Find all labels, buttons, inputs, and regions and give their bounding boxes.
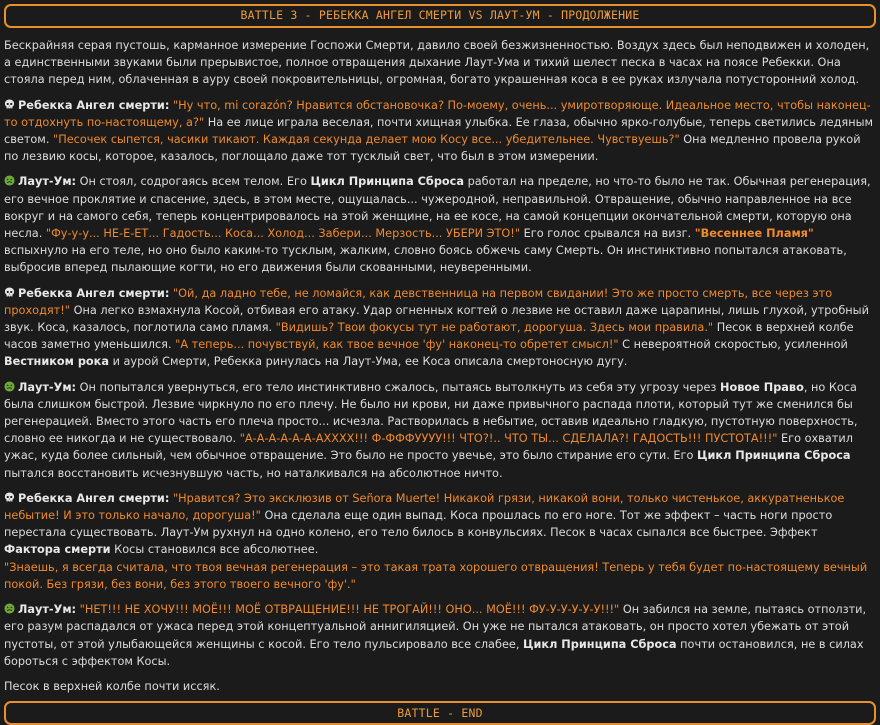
battle-footer-banner	[4, 701, 876, 725]
narration-text: Косы становился все абсолютнее.	[110, 543, 319, 557]
narration-text: С невероятной скоростью, усиленной	[618, 338, 848, 352]
lautum-paragraph-2	[4, 379, 876, 482]
green-face-icon	[4, 603, 15, 614]
rebecca-paragraph-2	[4, 285, 876, 371]
ability-name-quoted: "Весеннее Пламя"	[694, 227, 814, 241]
dialogue-quote: "Нравится? Это эксклюзив от Señora Muerte! Никакой грязи, никакой вони, только чистенькое, аккуратненькое небытие! И это только начало, дорогуша!"	[4, 491, 845, 523]
narration-text: Его охватил ужас, куда более сильный, чем обычное отвращение. Это было не просто увечье, это было стирание его сути. Его	[4, 432, 853, 463]
dialogue-quote: "А теперь... почувствуй, как твое вечное 'фу' наконец-то обретет смысл!"	[175, 338, 619, 352]
dialogue-quote: "НЕТ!!! НЕ ХОЧУ!!! МОЁ!!! МОЁ ОТВРАЩЕНИЕ!!! НЕ ТРОГАЙ!!! ОНО... МОЁ!!! ФУ-У-У-У-У-У!!!"	[79, 603, 620, 617]
dialogue-quote: "Песочек сыпется, часики тикают. Каждая секунда делает мою Косу все... убедительнее. Чувствуешь?"	[53, 133, 680, 147]
green-face-icon	[4, 381, 15, 392]
speaker-name: Ребекка Ангел смерти:	[18, 98, 170, 112]
ability-name: Новое Право	[720, 380, 804, 394]
story-content	[0, 37, 880, 695]
skull-icon	[4, 287, 15, 298]
story-intro-paragraph	[4, 37, 876, 89]
ability-name: Цикл Принципа Сброса	[523, 637, 677, 651]
skull-icon	[4, 99, 15, 110]
dialogue-quote: "Фу-у-у... НЕ-Е-ЕТ... Гадость... Коса... Холод... Забери... Мерзость... УБЕРИ ЭТО!"	[45, 227, 521, 241]
battle-footer-title: BATTLE - END	[397, 705, 483, 720]
narration-text: Песок в верхней колбе часов заметно уменьшился.	[4, 321, 854, 352]
intro-text: Бескрайняя серая пустошь, карманное измерение Госпожи Смерти, давило своей безжизненностью. Воздух здесь был неподвижен и холоден, а единственными звуками были прерывистое, полное отвращения дыхание Лаут-Ума и тихий шелест песка в часах на поясе Ребекки. Она стояла перед ним, облаченная в ауру своей покровительницы, огромная, богато украшенная коса в ее руках излучала потусторонний холод.	[4, 39, 870, 87]
rebecca-paragraph-3	[4, 490, 876, 559]
speaker-name: Ребекка Ангел смерти:	[18, 286, 170, 300]
narration-text: вспыхнуло на его теле, но оно было каким-то тусклым, жалким, словно боясь обжечь саму Смерть. Он инстинктивно попытался атаковать, выбросив вперед пылающие когти, но его движения были скованными, неуверенными.	[4, 244, 847, 275]
ability-name: Вестником рока	[4, 355, 109, 369]
battle-header-banner	[4, 4, 876, 28]
dialogue-quote: "Ой, да ладно тебе, не ломайся, как девственница на первом свидании! Это же просто смерть, все через это проходят!"	[4, 286, 833, 317]
speaker-name: Лаут-Ум:	[18, 380, 77, 394]
narration-text: Она медленно провела рукой по лезвию косы, которое, казалось, поглощало даже тот тусклый свет, что был в этом измерении.	[4, 133, 861, 164]
narration-text: и аурой Смерти, Ребекка ринулась на Лаут-Ума, ее Коса описала смертоносную дугу.	[108, 355, 628, 369]
rebecca-paragraph-3-continued	[4, 559, 876, 593]
narration-text: Он стоял, содрогаясь всем телом. Его	[76, 175, 311, 189]
speaker-name: Лаут-Ум:	[18, 603, 77, 617]
narration-text: пытался восстановить исчезнувшую часть, но наталкивался на абсолютное ничто.	[4, 466, 503, 480]
story-outro-paragraph	[4, 678, 876, 695]
dialogue-quote: "Знаешь, я всегда считала, что твоя вечная регенерация – это такая трата хорошего отвращения! Теперь у тебя будет по-настоящему вечный покой. Без грязи, без вони, без этого твоего вечного 'фу'."	[4, 560, 868, 591]
green-face-icon	[4, 175, 15, 186]
dialogue-quote: "Ну что, mi corazón? Нравится обстановочка? По-моему, очень... умиротворяюще. Идеальное место, чтобы наконец-то отдохнуть по-настоящему, а?"	[4, 98, 871, 129]
ability-name: Цикл Принципа Сброса	[310, 175, 464, 189]
ability-name: Фактора смерти	[4, 543, 111, 557]
dialogue-quote: "А-А-А-А-А-А-АХХХХ!!! Ф-ФФФУУУУ!!! ЧТО?!.. ЧТО ТЫ... СДЕЛАЛА?! ГАДОСТЬ!!! ПУСТОТА!!!"	[239, 432, 778, 446]
narration-text: Он попытался увернуться, его тело инстинктивно сжалось, пытаясь вытолкнуть из себя эту угрозу через	[76, 380, 721, 394]
narration-text: Его голос срывался на визг.	[520, 227, 695, 241]
skull-icon	[4, 492, 15, 503]
narration-text: Она сделала еще один выпад. Коса прошлась по его ноге. Тот же эффект – часть ноги просто перестала существовать. Лаут-Ум рухнул на одно колено, его тело билось в конвульсиях. Песок в часах сыпался все быстрее. Эффект	[4, 509, 833, 540]
outro-text: Песок в верхней колбе почти иссяк.	[4, 679, 220, 693]
lautum-paragraph-1	[4, 173, 876, 276]
narration-text: почти остановился, не в силах бороться с эффектом Косы.	[4, 637, 864, 668]
battle-header-title: BATTLE 3 - РЕБЕККА АНГЕЛ СМЕРТИ VS ЛАУТ-УМ - ПРОДОЛЖЕНИЕ	[240, 8, 640, 23]
speaker-name: Ребекка Ангел смерти:	[18, 491, 170, 505]
dialogue-quote: "Видишь? Твои фокусы тут не работают, дорогуша. Здесь мои правила."	[275, 321, 714, 335]
lautum-paragraph-3	[4, 601, 876, 670]
narration-text: На ее лице играла веселая, почти хищная улыбка. Ее глаза, обычно ярко-голубые, теперь светились ледяным светом.	[4, 115, 874, 147]
narration-text: работал на пределе, но что-то было не так. Обычная регенерация, его вечное проклятие и спасение, здесь, в этом месте, ощущалась... чужеродной, неправильной. Отвращение, обычно направленное на все вокруг и на самого себя, теперь концентрировалось на этой женщине, на ее косе, на самой концепции окончательной смерти, которую она несла.	[4, 175, 871, 241]
narration-text: Он забился на земле, пытаясь отползти, его разум распадался от ужаса перед этой концептуальной аннигиляцией. Он уже не пытался атаковать, он просто хотел убежать от этой пустоты, от этой улыбающейся женщины с косой. Его тело пульсировало все слабее,	[4, 603, 867, 651]
speaker-name: Лаут-Ум:	[18, 175, 77, 189]
rebecca-paragraph-1	[4, 97, 876, 166]
narration-text: Она легко взмахнула Косой, отбивая его атаку. Удар огненных когтей о лезвие не оставил даже царапины, лишь глухой, утробный звук. Коса, казалось, поглотила само пламя.	[4, 303, 869, 335]
narration-text: , но Коса была слишком быстрой. Лезвие чиркнуло по его плечу. Не было ни крови, ни даже привычного распада плоти, который тут же сменился бы регенерацией. Вместо этого часть его плеча просто... исчезла. Растворилась в небытие, оставив идеально гладкую, пустотную поверхность, словно ее никогда и не существовало.	[4, 380, 858, 446]
ability-name: Цикл Принципа Сброса	[697, 449, 851, 463]
